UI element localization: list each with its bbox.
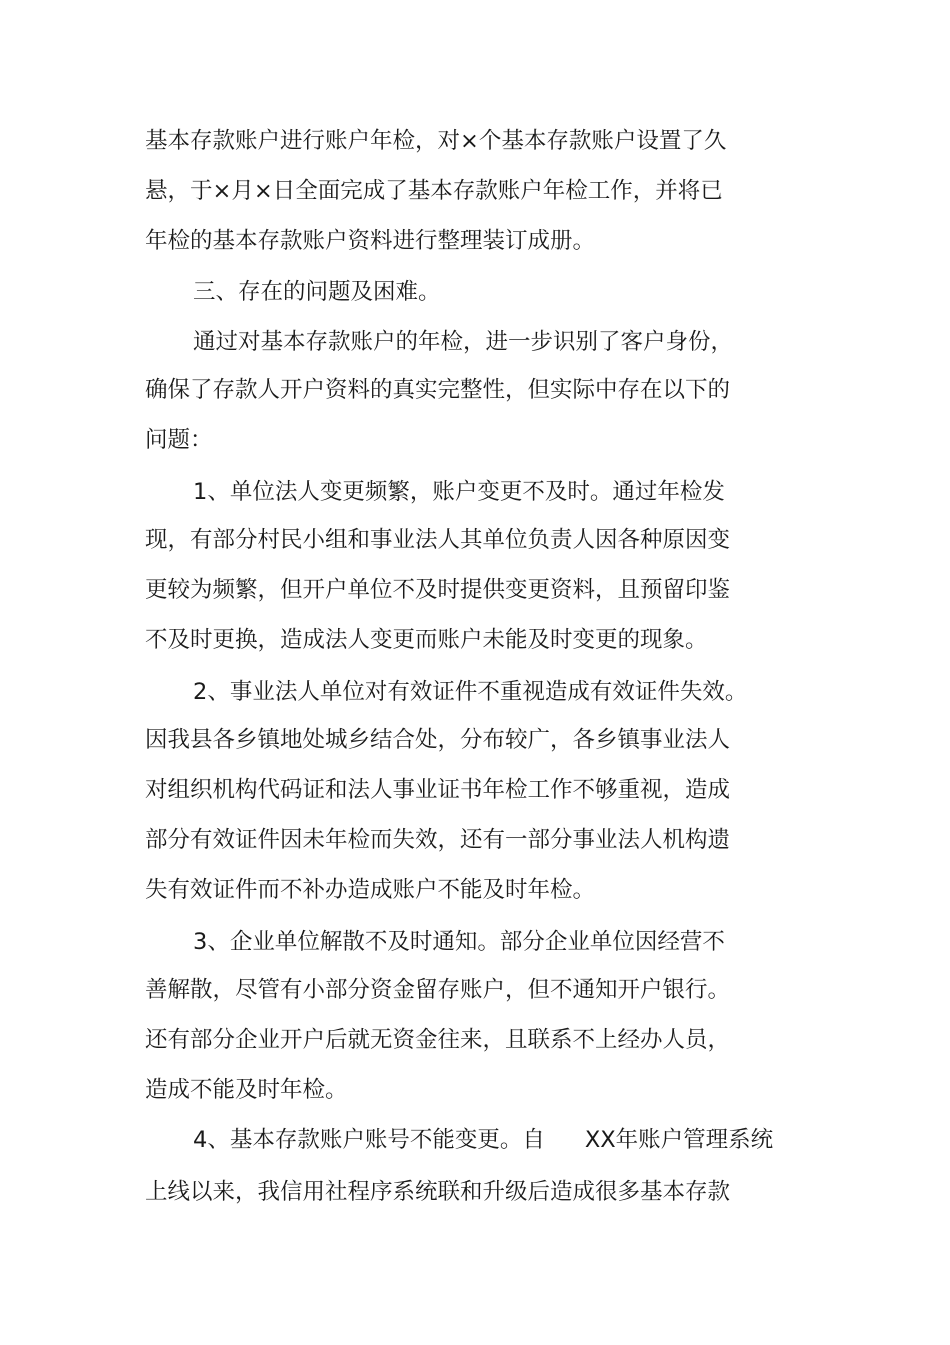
paragraph-line: 造成不能及时年检。 <box>145 1077 348 1103</box>
paragraph-line: 失有效证件而不补办造成账户不能及时年检。 <box>145 877 596 903</box>
list-item-heading <box>193 1125 773 1155</box>
paragraph-line: 还有部分企业开户后就无资金往来，且联系不上经办人员， <box>145 1027 731 1053</box>
paragraph-line: 基本存款账户进行账户年检，对×个基本存款账户设置了久 <box>145 128 727 154</box>
paragraph-line: 部分有效证件因未年检而失效，还有一部分事业法人机构遗 <box>145 827 731 853</box>
paragraph-line: 更较为频繁，但开户单位不及时提供变更资料，且预留印鉴 <box>145 577 731 603</box>
paragraph-line: 通过对基本存款账户的年检，进一步识别了客户身份， <box>193 329 734 355</box>
paragraph-line: 现，有部分村民小组和事业法人其单位负责人因各种原因变 <box>145 527 731 553</box>
paragraph-line: 不及时更换，造成法人变更而账户未能及时变更的现象。 <box>145 627 708 653</box>
list-item-heading: 2、事业法人单位对有效证件不重视造成有效证件失效。 <box>193 679 748 705</box>
list-item-heading-part: XX年账户管理系统 <box>584 1127 774 1153</box>
list-item-heading: 3、企业单位解散不及时通知。部分企业单位因经营不 <box>193 929 725 955</box>
paragraph-line: 上线以来，我信用社程序系统联和升级后造成很多基本存款 <box>145 1179 731 1205</box>
section-heading: 三、存在的问题及困难。 <box>193 279 441 305</box>
paragraph-line: 问题： <box>145 427 213 453</box>
paragraph-line: 确保了存款人开户资料的真实完整性，但实际中存在以下的 <box>145 377 731 403</box>
paragraph-line: 对组织机构代码证和法人事业证书年检工作不够重视，造成 <box>145 777 731 803</box>
paragraph-line: 善解散，尽管有小部分资金留存账户，但不通知开户银行。 <box>145 977 731 1003</box>
paragraph-line: 悬，于×月×日全面完成了基本存款账户年检工作，并将已 <box>145 178 723 204</box>
paragraph-line: 因我县各乡镇地处城乡结合处，分布较广，各乡镇事业法人 <box>145 727 731 753</box>
list-item-heading: 1、单位法人变更频繁，账户变更不及时。通过年检发 <box>193 479 725 505</box>
list-item-heading-part: 4、基本存款账户账号不能变更。自 <box>193 1127 545 1153</box>
paragraph-line: 年检的基本存款账户资料进行整理装订成册。 <box>145 228 596 254</box>
